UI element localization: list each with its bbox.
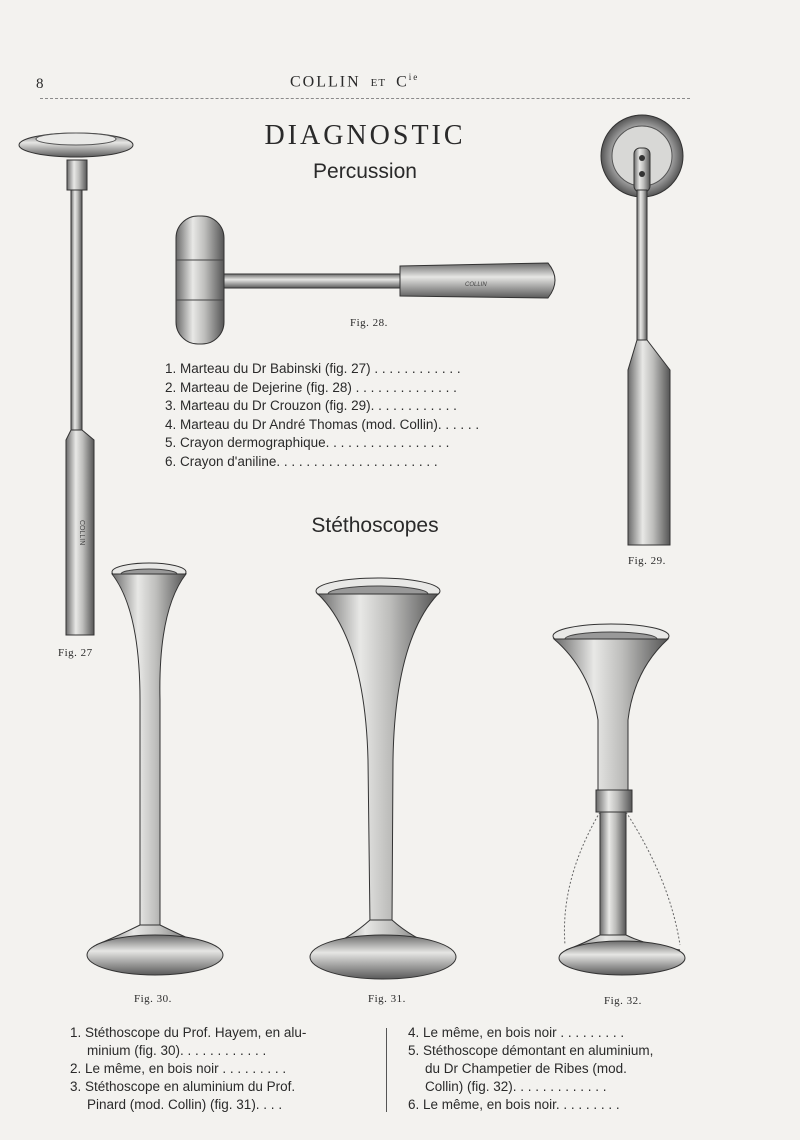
list-item: 1. Stéthoscope du Prof. Hayem, en alu-	[70, 1025, 307, 1040]
list-item: 6. Crayon d'aniline. . . . . . . . . . . . . . . . . . . . . .	[165, 453, 438, 469]
hammer-engraving: COLLIN	[78, 520, 85, 546]
list-item: minium (fig. 30). . . . . . . . . . . .	[87, 1043, 267, 1058]
page-title: DIAGNOSTIC	[264, 120, 466, 151]
percussion-list	[165, 360, 479, 471]
stethoscope-champetier-icon	[553, 624, 685, 975]
hammer-babinski-icon	[19, 133, 133, 635]
section-subtitle-percussion: Percussion	[313, 160, 417, 183]
caption-fig28: Fig. 28.	[350, 317, 388, 329]
caption-fig27: Fig. 27	[58, 647, 93, 659]
list-item: 6. Le même, en bois noir. . . . . . . . .	[408, 1097, 620, 1112]
column-divider	[386, 1028, 387, 1112]
publisher-co-sup: ie	[408, 72, 420, 82]
list-item: Collin) (fig. 32). . . . . . . . . . . . .	[425, 1079, 607, 1094]
section-title-stethoscopes: Stéthoscopes	[311, 514, 439, 537]
publisher-et: ET	[370, 77, 387, 90]
hammer-engraving: COLLIN	[465, 282, 487, 288]
page-number: 8	[36, 76, 44, 92]
list-item: du Dr Champetier de Ribes (mod.	[425, 1061, 627, 1076]
list-item: 5. Crayon dermographique. . . . . . . . . . . . . . . . .	[165, 435, 450, 450]
list-item: 3. Stéthoscope en aluminium du Prof.	[70, 1079, 296, 1094]
stethoscope-hayem-icon	[87, 563, 223, 975]
list-item: 4. Marteau du Dr André Thomas (mod. Collin). . . . . .	[165, 416, 480, 432]
list-item: Pinard (mod. Collin) (fig. 31). . . .	[87, 1097, 283, 1112]
list-item: 2. Marteau de Dejerine (fig. 28) . . . . . . . . . . . . . .	[165, 379, 457, 395]
publisher-co: C	[396, 73, 409, 91]
stethoscope-pinard-icon	[310, 578, 456, 979]
list-item: 1. Marteau du Dr Babinski (fig. 27) . . . . . . . . . . . .	[165, 361, 461, 376]
list-item: 3. Marteau du Dr Crouzon (fig. 29). . . . . . . . . . . .	[165, 398, 457, 413]
list-item: 4. Le même, en bois noir . . . . . . . . .	[408, 1025, 625, 1040]
caption-fig30: Fig. 30.	[134, 993, 172, 1005]
stethoscope-list-right	[408, 1024, 653, 1114]
caption-fig31: Fig. 31.	[368, 993, 406, 1005]
caption-fig32: Fig. 32.	[604, 995, 642, 1007]
list-item: 5. Stéthoscope démontant en aluminium,	[408, 1043, 654, 1058]
caption-fig29: Fig. 29.	[628, 555, 666, 567]
publisher-name: COLLIN	[290, 73, 361, 91]
stethoscope-list-left	[70, 1024, 306, 1114]
hammer-crouzon-icon	[601, 115, 683, 545]
list-item: 2. Le même, en bois noir . . . . . . . . .	[70, 1061, 287, 1076]
